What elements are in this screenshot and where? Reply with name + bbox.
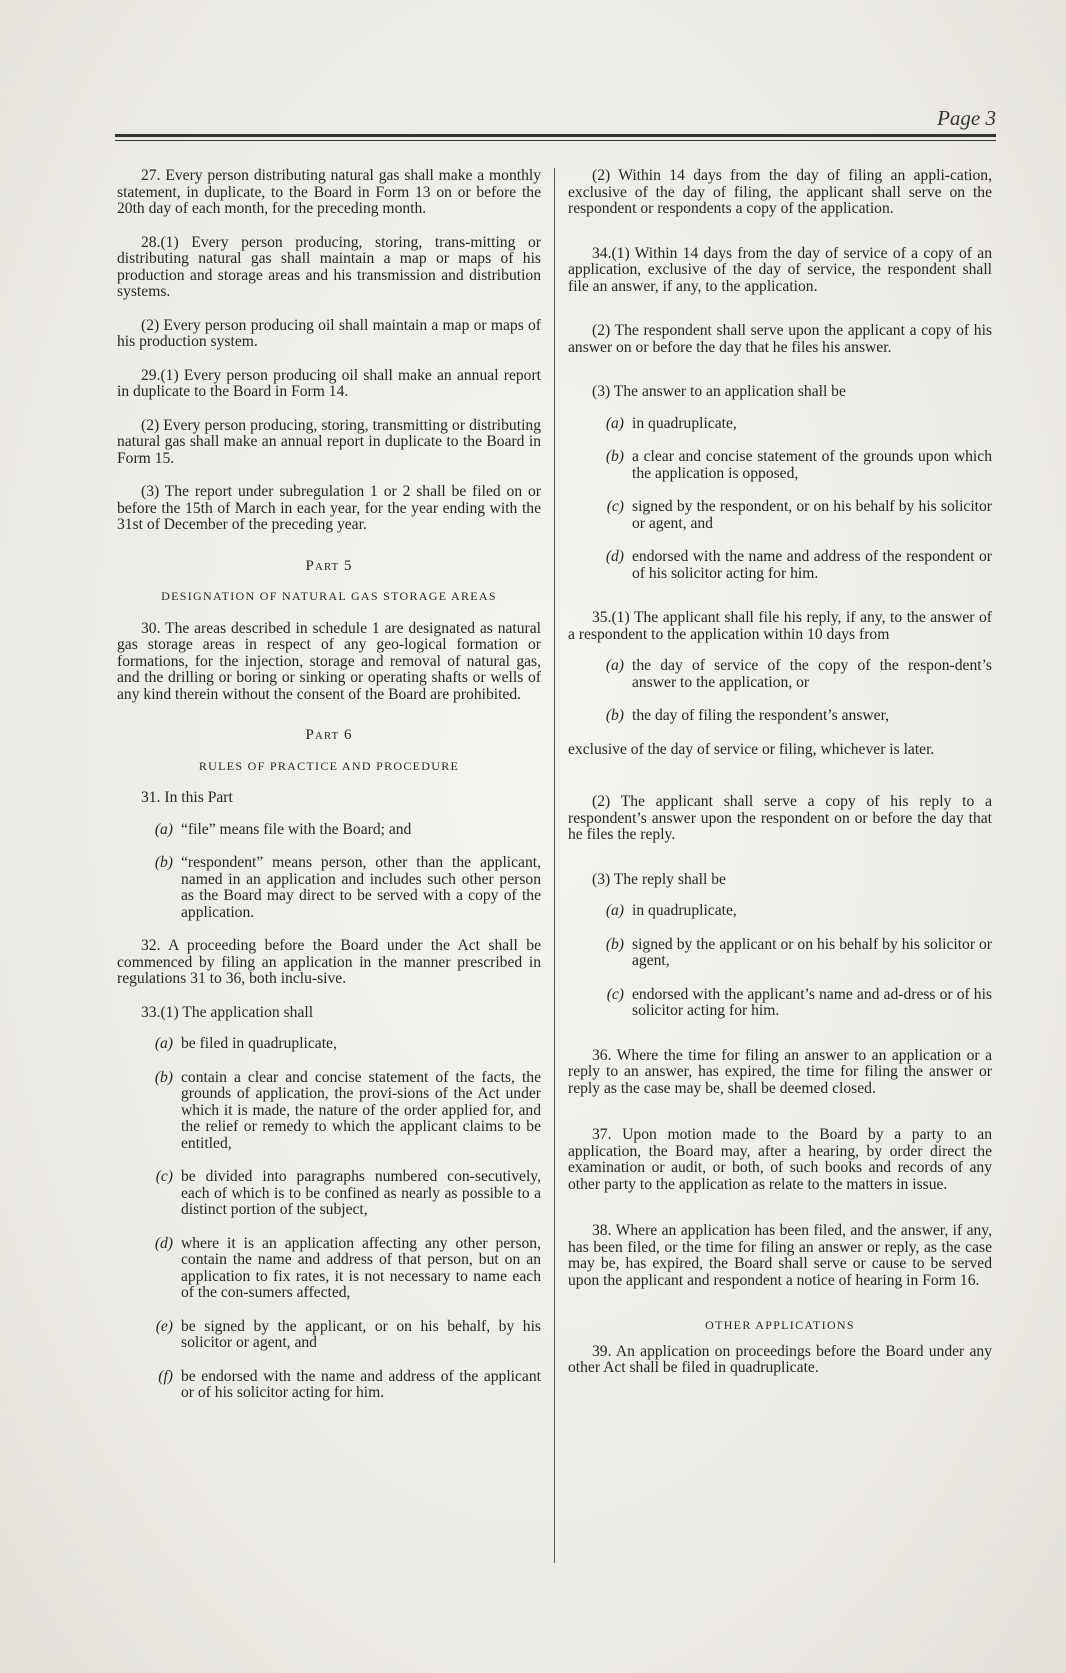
list-item-label: (f) — [158, 1367, 173, 1385]
list-item-text: be endorsed with the name and address of the applicant or of his solicitor acting for him. — [181, 1367, 541, 1401]
section-34-1: 34.(1) Within 14 days from the day of service of a copy of an application, exclusive of the day of service, the respondent shall file an answer, if any, to the application. — [568, 244, 992, 295]
list-item-label: (a) — [605, 902, 624, 919]
section-39: 39. An application on proceedings before the Board under any other Act shall be filed in quadruplicate. — [568, 1342, 992, 1376]
left-column — [117, 168, 541, 1419]
list-item-label: (b) — [154, 1068, 173, 1086]
list-item-label: (a) — [154, 820, 173, 838]
section-35-2: (2) The applicant shall serve a copy of his reply to a respondent’s answer upon the respondent on or before the day that he files the reply. — [568, 793, 992, 843]
list-item-label: (a) — [605, 414, 624, 432]
list-item-label: (c) — [155, 1168, 173, 1185]
column-divider — [554, 168, 555, 1563]
list-item-label: (b) — [154, 854, 173, 871]
part-6-title-text: Part 6 — [305, 727, 353, 743]
list-item-label: (a) — [605, 657, 624, 674]
list-item-text: be divided into paragraphs numbered con-secutively, each of which is to be confined as nearly as possible to a distinct portion of the subject, — [181, 1168, 541, 1218]
section-31: 31. In this Part — [141, 789, 233, 806]
part-5-title — [117, 558, 541, 575]
list-item-text: where it is an application affecting any other person, contain the name and address of that person, but on an application to fix rates, it is not necessary to name each of the con-sumers affected, — [181, 1234, 541, 1301]
list-item — [568, 708, 992, 725]
section-29-2: (2) Every person producing, storing, transmitting or distributing natural gas shall make an annual report in duplicate to the Board in Form 15. — [117, 416, 541, 467]
list-item-text: be signed by the applicant, or on his behalf, by his solicitor or agent, and — [181, 1317, 541, 1351]
section-30: 30. The areas described in schedule 1 are designated as natural gas storage areas in respect of any geo-logical formation or formations, for the injection, storage and removal of natural gas, and the drilling or boring or sinking or operating shafts or wells of any kind therein without the consent of the Board are prohibited. — [117, 619, 541, 703]
list-item — [117, 1169, 541, 1219]
list-item-text: be filed in quadruplicate, — [181, 1035, 337, 1052]
list-item — [568, 449, 992, 482]
section-34-3: (3) The answer to an application shall be — [592, 383, 846, 400]
section-29-1: 29.(1) Every person producing oil shall make an annual report in duplicate to the Board in Form 14. — [117, 366, 541, 400]
list-item — [568, 903, 992, 920]
list-item-text: contain a clear and concise statement of the facts, the grounds of application, the provi-sions of the Act under which it is made, the nature of the order applied for, and the relief or remedy to which the applicant claims to be entitled, — [181, 1068, 541, 1152]
list-item-text: signed by the applicant or on his behalf by his solicitor or agent, — [632, 935, 992, 969]
part-6-title — [117, 727, 541, 744]
section-34-2: (2) The respondent shall serve upon the applicant a copy of his answer on or before the day that he files his answer. — [568, 322, 992, 356]
right-column — [568, 168, 992, 1394]
part-5-subtitle: DESIGNATION OF NATURAL GAS STORAGE AREAS — [161, 589, 497, 603]
list-item — [117, 1036, 541, 1053]
list-item-text: a clear and concise statement of the grounds upon which the application is opposed, — [632, 448, 992, 482]
list-item — [117, 822, 541, 839]
section-33-2: (2) Within 14 days from the day of filing an appli-cation, exclusive of the day of filing, the applicant shall serve on the respondent or respondents a copy of the application. — [568, 167, 992, 217]
section-38: 38. Where an application has been filed, and the answer, if any, has been filed, or the time for filing an answer or reply, as the case may be, has expired, the Board shall serve or cause to be served upon the applicant and respondent a notice of hearing in Form 16. — [568, 1222, 992, 1289]
list-item-text: the day of service of the copy of the respon-dent’s answer to the application, or — [632, 657, 992, 691]
section-36: 36. Where the time for filing an answer to an application or a reply to an answer, has expired, the time for filing the answer or reply as the case may be, shall be deemed closed. — [568, 1046, 992, 1097]
list-item — [568, 937, 992, 970]
list-item — [117, 1319, 541, 1352]
list-item-text: the day of filing the respondent’s answer, — [632, 707, 890, 724]
header-rule-thick — [115, 134, 996, 137]
list-item — [568, 416, 992, 433]
list-item — [117, 1236, 541, 1302]
list-item-text: in quadruplicate, — [632, 902, 737, 919]
other-applications-heading: OTHER APPLICATIONS — [705, 1318, 855, 1332]
section-29-3: (3) The report under subregulation 1 or 2 shall be filed on or before the 15th of March in each year, for the year ending with the 31st of December of the preceding year. — [117, 483, 541, 533]
list-item-label: (b) — [605, 448, 624, 465]
section-27: 27. Every person distributing natural gas shall make a monthly statement, in duplicate, to the Board in Form 13 on or before the 20th day of each month, for the preceding month. — [117, 167, 541, 217]
list-item — [117, 1369, 541, 1402]
section-35-3: (3) The reply shall be — [592, 870, 726, 888]
list-item-text: “respondent” means person, other than the applicant, named in an application and includes such other person as the Board may direct to be served with a copy of the application. — [181, 854, 541, 921]
section-32: 32. A proceeding before the Board under the Act shall be commenced by filing an application in the manner prescribed in regulations 31 to 36, both inclu-sive. — [117, 937, 541, 987]
part-5-title-text: Part 5 — [305, 557, 353, 574]
list-item-text: endorsed with the applicant’s name and ad-dress or of his solicitor acting for him. — [632, 985, 992, 1019]
list-item-text: endorsed with the name and address of the respondent or of his solicitor acting for him. — [632, 548, 992, 582]
list-item — [117, 855, 541, 921]
list-item-label: (c) — [606, 498, 624, 515]
list-item-label: (b) — [605, 707, 624, 724]
list-item-text: in quadruplicate, — [632, 414, 737, 432]
section-33-1: 33.(1) The application shall — [141, 1003, 314, 1021]
list-item-label: (b) — [605, 935, 624, 953]
list-item — [568, 658, 992, 691]
list-item — [568, 987, 992, 1020]
list-item-text: signed by the respondent, or on his behalf by his solicitor or agent, and — [632, 498, 992, 532]
header-rule-thin — [115, 140, 996, 141]
part-6-subtitle: RULES OF PRACTICE AND PROCEDURE — [198, 758, 460, 773]
section-35-1: 35.(1) The applicant shall file his reply, if any, to the answer of a respondent to the application within 10 days from — [568, 609, 992, 643]
list-item-label: (d) — [605, 548, 624, 565]
list-item-label: (e) — [155, 1317, 173, 1335]
list-item-label: (d) — [154, 1234, 173, 1252]
section-35-tail: exclusive of the day of service or filing, whichever is later. — [568, 740, 935, 758]
list-item — [568, 549, 992, 582]
list-item-text: “file” means file with the Board; and — [181, 820, 412, 838]
list-item — [117, 1070, 541, 1153]
section-28-1: 28.(1) Every person producing, storing, trans-mitting or distributing natural gas shall maintain a map or maps of his production and storage areas and his transmission and distribution systems. — [117, 233, 541, 300]
list-item-label: (c) — [606, 985, 624, 1003]
list-item — [568, 499, 992, 532]
section-37: 37. Upon motion made to the Board by a party to an application, the Board may, after a hearing, by order direct the examination or audit, or both, of such books and records of any other party to the application as relate to the matters in issue. — [568, 1126, 992, 1193]
page-number: Page 3 — [937, 106, 996, 130]
list-item-label: (a) — [154, 1035, 173, 1052]
section-28-2: (2) Every person producing oil shall maintain a map or maps of his production system. — [117, 316, 541, 350]
